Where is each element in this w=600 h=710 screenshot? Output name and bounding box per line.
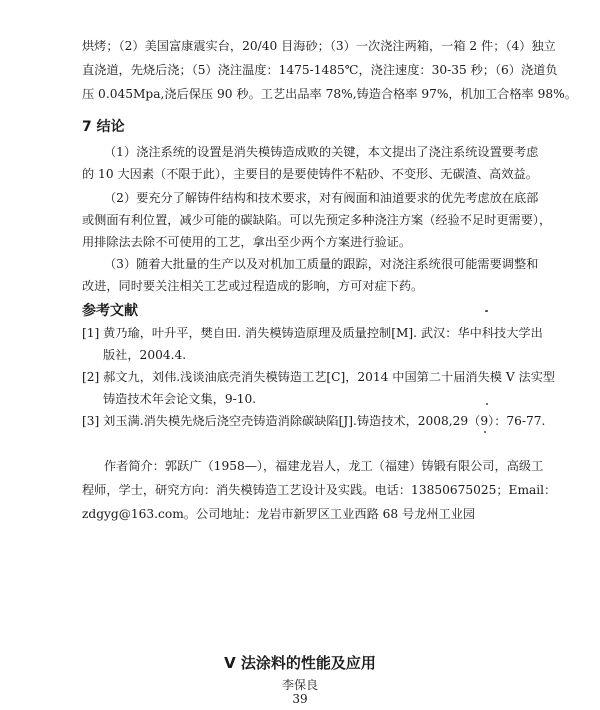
intro-line-2: 直浇道，先烧后浇；（5）浇注温度：1475-1485℃，浇注速度：30-35 秒；（6）浇道负 [82, 63, 558, 77]
author-note-line-2: 程师，学士，研究方向：消失模铸造工艺设计及实践。电话：13850675025；Email： [82, 483, 557, 497]
reference-2-line-2: 铸造技术年会论文集，9-10. [103, 392, 257, 406]
author-note-line-1: 作者简介：郭跃广（1958—），福建龙岩人，龙工（福建）铸锻有限公司，高级工 [104, 459, 544, 473]
conclusion-p2-line-3: 用排除法去除不可使用的工艺，拿出至少两个方案进行验证。 [82, 235, 412, 249]
next-article-title: V 法涂料的性能及应用 [224, 654, 376, 672]
author-note-line-3: zdgyg@163.com。公司地址：龙岩市新罗区工业西路 68 号龙州工业园 [82, 507, 476, 521]
reference-3-line-1: [3] 刘玉满.消失模先烧后浇空壳铸造消除碳缺陷[J].铸造技术，2008,29（9）：76-77. [82, 414, 546, 428]
conclusion-p2-line-2: 或侧面有利位置，减少可能的碳缺陷。可以先预定多种浇注方案（经验不足时更需要）， [82, 213, 552, 227]
conclusion-heading: 7 结论 [82, 119, 125, 135]
intro-line-3: 压 0.045Mpa,浇后保压 90 秒。工艺出品率 78%,铸造合格率 97%，机加工合格率 98%。 [82, 87, 577, 101]
reference-1-line-1: [1] 黄乃瑜，叶升平，樊自田. 消失模铸造原理及质量控制[M]. 武汉：华中科技大学出 [82, 326, 543, 340]
references-heading: 参考文献 [82, 303, 138, 319]
conclusion-p1-line-2: 的 10 大因素（不限于此），主要目的是要使铸件不粘砂、不变形、无碳渣、高效益。 [82, 167, 538, 181]
conclusion-p1-line-1: （1）浇注系统的设置是消失模铸造成败的关键，本文提出了浇注系统设置要考虑 [104, 145, 539, 159]
scan-speck [486, 403, 488, 405]
page-number: 39 [292, 692, 308, 706]
reference-1-line-2: 版社，2004.4. [103, 348, 187, 362]
scan-speck [485, 310, 488, 312]
conclusion-p3-line-1: （3）随着大批量的生产以及对机加工质量的跟踪，对浇注系统很可能需要调整和 [104, 257, 539, 271]
scan-speck [484, 431, 486, 433]
next-article-author: 李保良 [281, 678, 318, 692]
intro-line-1: 烘烤；（2）美国富康震实台，20/40 目海砂；（3）一次浇注两箱，一箱 2 件；（4）独立 [82, 39, 556, 53]
conclusion-p2-line-1: （2）要充分了解铸件结构和技术要求，对有阀面和油道要求的优先考虑放在底部 [104, 191, 539, 205]
reference-2-line-1: [2] 郝文九，刘伟.浅谈油底壳消失模铸造工艺[C]，2014 中国第二十届消失模 V 法实型 [82, 370, 556, 384]
conclusion-p3-line-2: 改进，同时要关注相关工艺或过程造成的影响，方可对症下药。 [82, 279, 424, 293]
